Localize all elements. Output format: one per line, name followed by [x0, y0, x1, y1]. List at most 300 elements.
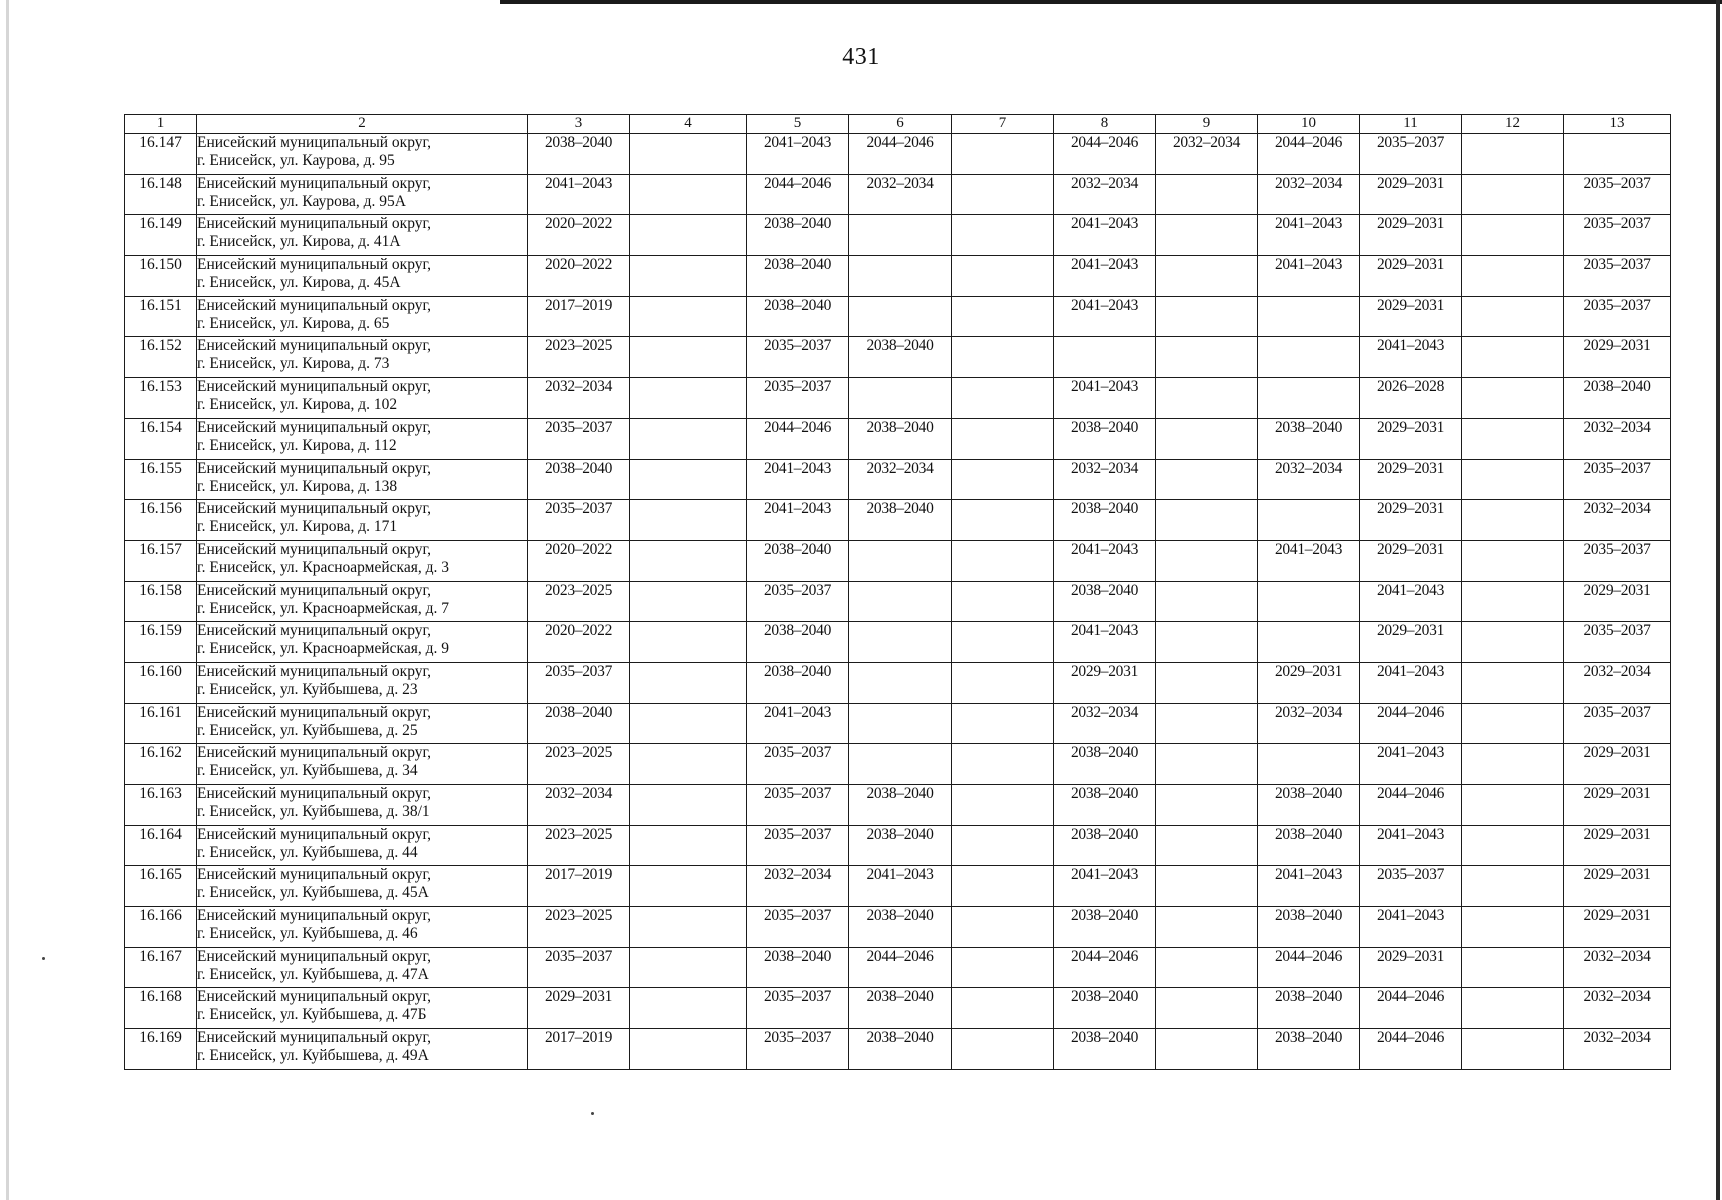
address-line-district: Енисейский муниципальный округ,	[197, 378, 431, 396]
period-cell-col9	[1156, 866, 1258, 907]
period-cell-col11: 2041–2043	[1360, 581, 1462, 622]
period-cell-col12	[1462, 907, 1564, 948]
address-cell	[197, 866, 528, 907]
period-cell-col10: 2041–2043	[1258, 866, 1360, 907]
period-cell-col8: 2038–2040	[1054, 418, 1156, 459]
period-cell-col3: 2032–2034	[528, 378, 630, 419]
address-cell	[197, 947, 528, 988]
period-cell-col5: 2038–2040	[747, 662, 849, 703]
period-cell-col9	[1156, 947, 1258, 988]
table-row	[125, 378, 1671, 419]
address-line-district: Енисейский муниципальный округ,	[197, 540, 431, 558]
period-cell-col6	[849, 378, 952, 419]
period-cell-col6: 2044–2046	[849, 134, 952, 175]
period-cell-col11: 2029–2031	[1360, 459, 1462, 500]
period-cell-col10: 2038–2040	[1258, 785, 1360, 826]
period-cell-col6	[849, 256, 952, 297]
period-cell-col13: 2035–2037	[1564, 174, 1671, 215]
period-cell-col4	[630, 174, 747, 215]
address-cell	[197, 378, 528, 419]
period-cell-col7	[952, 947, 1054, 988]
period-cell-col12	[1462, 744, 1564, 785]
period-cell-col8: 2032–2034	[1054, 703, 1156, 744]
address-cell	[197, 296, 528, 337]
period-cell-col6	[849, 540, 952, 581]
period-cell-col10: 2038–2040	[1258, 1029, 1360, 1070]
period-cell-col12	[1462, 662, 1564, 703]
row-number-cell: 16.155	[125, 459, 197, 500]
scan-speck	[591, 1112, 594, 1115]
period-cell-col11: 2035–2037	[1360, 134, 1462, 175]
column-number-8: 8	[1054, 115, 1156, 134]
period-cell-col5: 2035–2037	[747, 1029, 849, 1070]
period-cell-col10: 2038–2040	[1258, 988, 1360, 1029]
period-cell-col8	[1054, 337, 1156, 378]
address-line-street: г. Енисейск, ул. Кирова, д. 138	[197, 477, 398, 495]
period-cell-col13	[1564, 134, 1671, 175]
period-cell-col5: 2035–2037	[747, 378, 849, 419]
period-cell-col4	[630, 744, 747, 785]
period-cell-col3: 2023–2025	[528, 907, 630, 948]
period-cell-col13: 2032–2034	[1564, 500, 1671, 541]
address-line-district: Енисейский муниципальный округ,	[197, 744, 431, 762]
row-number-cell: 16.162	[125, 744, 197, 785]
period-cell-col4	[630, 256, 747, 297]
table-row	[125, 296, 1671, 337]
column-number-12: 12	[1462, 115, 1564, 134]
period-cell-col7	[952, 134, 1054, 175]
table-row	[125, 500, 1671, 541]
period-cell-col13: 2029–2031	[1564, 866, 1671, 907]
address-cell	[197, 1029, 528, 1070]
period-cell-col3: 2023–2025	[528, 825, 630, 866]
address-line-district: Енисейский муниципальный округ,	[197, 622, 431, 640]
address-line-district: Енисейский муниципальный округ,	[197, 500, 431, 518]
period-cell-col3: 2035–2037	[528, 500, 630, 541]
table-body	[125, 134, 1671, 1070]
table-row	[125, 215, 1671, 256]
period-cell-col11: 2041–2043	[1360, 825, 1462, 866]
table-row	[125, 662, 1671, 703]
period-cell-col13: 2032–2034	[1564, 988, 1671, 1029]
period-cell-col3: 2020–2022	[528, 256, 630, 297]
period-cell-col6: 2032–2034	[849, 174, 952, 215]
period-cell-col10	[1258, 337, 1360, 378]
table-row	[125, 947, 1671, 988]
address-line-district: Енисейский муниципальный округ,	[197, 174, 431, 192]
period-cell-col4	[630, 825, 747, 866]
period-cell-col12	[1462, 703, 1564, 744]
period-cell-col5: 2032–2034	[747, 866, 849, 907]
row-number-cell: 16.169	[125, 1029, 197, 1070]
period-cell-col12	[1462, 785, 1564, 826]
column-number-row	[125, 115, 1671, 134]
period-cell-col6: 2038–2040	[849, 418, 952, 459]
period-cell-col11: 2029–2031	[1360, 256, 1462, 297]
period-cell-col11: 2041–2043	[1360, 744, 1462, 785]
period-cell-col3: 2020–2022	[528, 215, 630, 256]
address-line-district: Енисейский муниципальный округ,	[197, 907, 431, 925]
period-cell-col11: 2029–2031	[1360, 500, 1462, 541]
table-row	[125, 581, 1671, 622]
period-cell-col10: 2032–2034	[1258, 459, 1360, 500]
period-cell-col6	[849, 744, 952, 785]
period-cell-col3: 2017–2019	[528, 1029, 630, 1070]
period-cell-col11: 2044–2046	[1360, 1029, 1462, 1070]
period-cell-col10: 2041–2043	[1258, 256, 1360, 297]
period-cell-col7	[952, 1029, 1054, 1070]
period-cell-col5: 2035–2037	[747, 337, 849, 378]
table-row	[125, 540, 1671, 581]
period-cell-col6: 2038–2040	[849, 1029, 952, 1070]
address-cell	[197, 581, 528, 622]
address-cell	[197, 703, 528, 744]
table-row	[125, 907, 1671, 948]
period-cell-col7	[952, 703, 1054, 744]
row-number-cell: 16.160	[125, 662, 197, 703]
period-cell-col7	[952, 907, 1054, 948]
period-cell-col8: 2038–2040	[1054, 907, 1156, 948]
row-number-cell: 16.150	[125, 256, 197, 297]
period-cell-col10: 2032–2034	[1258, 703, 1360, 744]
period-cell-col7	[952, 622, 1054, 663]
address-cell	[197, 500, 528, 541]
column-number-1: 1	[125, 115, 197, 134]
period-cell-col3: 2017–2019	[528, 296, 630, 337]
period-cell-col8: 2038–2040	[1054, 988, 1156, 1029]
period-cell-col8: 2041–2043	[1054, 296, 1156, 337]
period-cell-col11: 2029–2031	[1360, 622, 1462, 663]
period-cell-col12	[1462, 215, 1564, 256]
row-number-cell: 16.165	[125, 866, 197, 907]
period-cell-col11: 2029–2031	[1360, 174, 1462, 215]
column-number-6: 6	[849, 115, 952, 134]
address-line-district: Енисейский муниципальный округ,	[197, 134, 431, 151]
period-cell-col10: 2032–2034	[1258, 174, 1360, 215]
address-line-district: Енисейский муниципальный округ,	[197, 1029, 431, 1047]
period-cell-col11: 2029–2031	[1360, 296, 1462, 337]
address-line-street: г. Енисейск, ул. Куйбышева, д. 44	[197, 843, 418, 861]
period-cell-col4	[630, 337, 747, 378]
period-cell-col11: 2029–2031	[1360, 947, 1462, 988]
address-line-street: г. Енисейск, ул. Куйбышева, д. 38/1	[197, 803, 430, 820]
period-cell-col8: 2041–2043	[1054, 256, 1156, 297]
period-cell-col8: 2038–2040	[1054, 500, 1156, 541]
period-cell-col4	[630, 296, 747, 337]
address-line-district: Енисейский муниципальный округ,	[197, 337, 431, 355]
period-cell-col9	[1156, 785, 1258, 826]
address-cell	[197, 134, 528, 175]
period-cell-col7	[952, 500, 1054, 541]
table-row	[125, 256, 1671, 297]
period-cell-col9	[1156, 988, 1258, 1029]
period-cell-col9	[1156, 215, 1258, 256]
period-cell-col5: 2044–2046	[747, 418, 849, 459]
period-cell-col6: 2044–2046	[849, 947, 952, 988]
period-cell-col12	[1462, 581, 1564, 622]
address-line-district: Енисейский муниципальный округ,	[197, 785, 431, 802]
scan-speck	[42, 957, 45, 960]
period-cell-col11: 2041–2043	[1360, 662, 1462, 703]
period-cell-col6: 2038–2040	[849, 988, 952, 1029]
period-cell-col6	[849, 215, 952, 256]
address-cell	[197, 337, 528, 378]
period-cell-col8: 2041–2043	[1054, 866, 1156, 907]
address-line-district: Енисейский муниципальный округ,	[197, 459, 431, 477]
row-number-cell: 16.167	[125, 947, 197, 988]
period-cell-col5: 2038–2040	[747, 947, 849, 988]
address-line-street: г. Енисейск, ул. Куйбышева, д. 34	[197, 762, 418, 780]
period-cell-col9	[1156, 337, 1258, 378]
period-cell-col8: 2041–2043	[1054, 540, 1156, 581]
table-row	[125, 785, 1671, 826]
period-cell-col3: 2035–2037	[528, 662, 630, 703]
period-cell-col13: 2032–2034	[1564, 1029, 1671, 1070]
period-cell-col9	[1156, 378, 1258, 419]
address-line-street: г. Енисейск, ул. Куйбышева, д. 47Б	[197, 1006, 427, 1024]
address-line-street: г. Енисейск, ул. Куйбышева, д. 23	[197, 680, 418, 698]
period-cell-col12	[1462, 256, 1564, 297]
period-cell-col5: 2035–2037	[747, 744, 849, 785]
period-cell-col12	[1462, 866, 1564, 907]
period-cell-col11: 2041–2043	[1360, 337, 1462, 378]
period-cell-col4	[630, 1029, 747, 1070]
address-cell	[197, 988, 528, 1029]
period-cell-col4	[630, 866, 747, 907]
period-cell-col3: 2035–2037	[528, 947, 630, 988]
row-number-cell: 16.152	[125, 337, 197, 378]
address-line-street: г. Енисейск, ул. Кирова, д. 45А	[197, 274, 401, 292]
row-number-cell: 16.151	[125, 296, 197, 337]
row-number-cell: 16.166	[125, 907, 197, 948]
row-number-cell: 16.161	[125, 703, 197, 744]
period-cell-col13: 2029–2031	[1564, 785, 1671, 826]
period-cell-col7	[952, 378, 1054, 419]
period-cell-col7	[952, 744, 1054, 785]
period-cell-col12	[1462, 337, 1564, 378]
period-cell-col11: 2029–2031	[1360, 540, 1462, 581]
period-cell-col8: 2038–2040	[1054, 744, 1156, 785]
table-row	[125, 134, 1671, 175]
period-cell-col13: 2029–2031	[1564, 744, 1671, 785]
period-cell-col9	[1156, 703, 1258, 744]
period-cell-col10	[1258, 296, 1360, 337]
address-line-street: г. Енисейск, ул. Кирова, д. 112	[197, 436, 397, 454]
period-cell-col10	[1258, 581, 1360, 622]
period-cell-col5: 2038–2040	[747, 540, 849, 581]
column-number-11: 11	[1360, 115, 1462, 134]
column-number-4: 4	[630, 115, 747, 134]
period-cell-col11: 2026–2028	[1360, 378, 1462, 419]
address-line-district: Енисейский муниципальный округ,	[197, 418, 431, 436]
scan-edge-right	[1716, 0, 1720, 1200]
table-row	[125, 988, 1671, 1029]
period-cell-col9: 2032–2034	[1156, 134, 1258, 175]
period-cell-col5: 2044–2046	[747, 174, 849, 215]
period-cell-col6: 2038–2040	[849, 907, 952, 948]
period-cell-col3: 2029–2031	[528, 988, 630, 1029]
period-cell-col6: 2038–2040	[849, 825, 952, 866]
period-cell-col6	[849, 296, 952, 337]
period-cell-col6: 2032–2034	[849, 459, 952, 500]
address-line-street: г. Енисейск, ул. Каурова, д. 95А	[197, 192, 406, 210]
schedule-table	[124, 114, 1671, 1070]
row-number-cell: 16.147	[125, 134, 197, 175]
table-row	[125, 174, 1671, 215]
scan-edge-top	[500, 0, 1722, 4]
period-cell-col9	[1156, 296, 1258, 337]
period-cell-col5: 2035–2037	[747, 907, 849, 948]
period-cell-col12	[1462, 378, 1564, 419]
period-cell-col5: 2041–2043	[747, 703, 849, 744]
period-cell-col10	[1258, 378, 1360, 419]
period-cell-col7	[952, 256, 1054, 297]
period-cell-col7	[952, 418, 1054, 459]
period-cell-col8: 2038–2040	[1054, 785, 1156, 826]
address-line-street: г. Енисейск, ул. Куйбышева, д. 47А	[197, 965, 429, 983]
period-cell-col6	[849, 622, 952, 663]
address-line-district: Енисейский муниципальный округ,	[197, 662, 431, 680]
table-row	[125, 825, 1671, 866]
period-cell-col5: 2035–2037	[747, 988, 849, 1029]
period-cell-col4	[630, 418, 747, 459]
address-line-district: Енисейский муниципальный округ,	[197, 825, 431, 843]
period-cell-col9	[1156, 418, 1258, 459]
period-cell-col9	[1156, 500, 1258, 541]
period-cell-col7	[952, 459, 1054, 500]
row-number-cell: 16.158	[125, 581, 197, 622]
period-cell-col4	[630, 622, 747, 663]
period-cell-col6: 2038–2040	[849, 337, 952, 378]
address-line-street: г. Енисейск, ул. Красноармейская, д. 7	[197, 599, 449, 617]
period-cell-col13: 2035–2037	[1564, 622, 1671, 663]
period-cell-col3: 2035–2037	[528, 418, 630, 459]
period-cell-col9	[1156, 907, 1258, 948]
table-row	[125, 703, 1671, 744]
period-cell-col5: 2041–2043	[747, 500, 849, 541]
period-cell-col13: 2035–2037	[1564, 256, 1671, 297]
period-cell-col7	[952, 785, 1054, 826]
period-cell-col8: 2032–2034	[1054, 459, 1156, 500]
table-row	[125, 622, 1671, 663]
table-row	[125, 418, 1671, 459]
address-cell	[197, 622, 528, 663]
period-cell-col7	[952, 825, 1054, 866]
period-cell-col3: 2020–2022	[528, 540, 630, 581]
row-number-cell: 16.164	[125, 825, 197, 866]
row-number-cell: 16.153	[125, 378, 197, 419]
period-cell-col4	[630, 459, 747, 500]
address-line-street: г. Енисейск, ул. Кирова, д. 102	[197, 396, 398, 414]
period-cell-col3: 2038–2040	[528, 459, 630, 500]
address-cell	[197, 540, 528, 581]
period-cell-col12	[1462, 622, 1564, 663]
period-cell-col10: 2038–2040	[1258, 418, 1360, 459]
period-cell-col3: 2038–2040	[528, 134, 630, 175]
period-cell-col6: 2038–2040	[849, 785, 952, 826]
period-cell-col13: 2032–2034	[1564, 947, 1671, 988]
period-cell-col5: 2038–2040	[747, 296, 849, 337]
table-row	[125, 459, 1671, 500]
period-cell-col10: 2038–2040	[1258, 907, 1360, 948]
address-line-district: Енисейский муниципальный округ,	[197, 947, 431, 965]
row-number-cell: 16.154	[125, 418, 197, 459]
column-number-7: 7	[952, 115, 1054, 134]
address-line-street: г. Енисейск, ул. Куйбышева, д. 45А	[197, 884, 429, 902]
address-cell	[197, 785, 528, 826]
address-line-district: Енисейский муниципальный округ,	[197, 703, 431, 721]
column-number-2: 2	[197, 115, 528, 134]
period-cell-col10: 2041–2043	[1258, 540, 1360, 581]
period-cell-col4	[630, 907, 747, 948]
row-number-cell: 16.156	[125, 500, 197, 541]
column-number-10: 10	[1258, 115, 1360, 134]
column-number-3: 3	[528, 115, 630, 134]
address-line-district: Енисейский муниципальный округ,	[197, 296, 431, 314]
period-cell-col13: 2038–2040	[1564, 378, 1671, 419]
address-cell	[197, 459, 528, 500]
row-number-cell: 16.157	[125, 540, 197, 581]
address-line-district: Енисейский муниципальный округ,	[197, 988, 431, 1006]
period-cell-col6	[849, 662, 952, 703]
period-cell-col3: 2023–2025	[528, 337, 630, 378]
address-cell	[197, 662, 528, 703]
period-cell-col9	[1156, 825, 1258, 866]
period-cell-col11: 2029–2031	[1360, 215, 1462, 256]
period-cell-col12	[1462, 540, 1564, 581]
period-cell-col12	[1462, 500, 1564, 541]
period-cell-col5: 2038–2040	[747, 215, 849, 256]
period-cell-col13: 2032–2034	[1564, 418, 1671, 459]
column-number-9: 9	[1156, 115, 1258, 134]
period-cell-col9	[1156, 540, 1258, 581]
address-cell	[197, 174, 528, 215]
period-cell-col10: 2029–2031	[1258, 662, 1360, 703]
address-line-district: Енисейский муниципальный округ,	[197, 581, 431, 599]
column-number-5: 5	[747, 115, 849, 134]
period-cell-col4	[630, 662, 747, 703]
period-cell-col7	[952, 540, 1054, 581]
address-line-street: г. Енисейск, ул. Кирова, д. 65	[197, 314, 390, 332]
period-cell-col7	[952, 988, 1054, 1029]
address-line-district: Енисейский муниципальный округ,	[197, 866, 431, 884]
period-cell-col13: 2029–2031	[1564, 907, 1671, 948]
period-cell-col8: 2038–2040	[1054, 581, 1156, 622]
period-cell-col12	[1462, 825, 1564, 866]
period-cell-col9	[1156, 1029, 1258, 1070]
period-cell-col3: 2017–2019	[528, 866, 630, 907]
address-line-street: г. Енисейск, ул. Кирова, д. 41А	[197, 233, 401, 251]
period-cell-col3: 2023–2025	[528, 744, 630, 785]
table-row	[125, 337, 1671, 378]
period-cell-col5: 2038–2040	[747, 622, 849, 663]
period-cell-col12	[1462, 174, 1564, 215]
period-cell-col11: 2029–2031	[1360, 418, 1462, 459]
period-cell-col11: 2044–2046	[1360, 988, 1462, 1029]
period-cell-col12	[1462, 1029, 1564, 1070]
period-cell-col12	[1462, 947, 1564, 988]
period-cell-col10: 2038–2040	[1258, 825, 1360, 866]
address-line-street: г. Енисейск, ул. Красноармейская, д. 9	[197, 640, 449, 658]
period-cell-col8: 2032–2034	[1054, 174, 1156, 215]
address-line-street: г. Енисейск, ул. Куйбышева, д. 49А	[197, 1047, 429, 1065]
page-number: 431	[842, 44, 880, 70]
period-cell-col8: 2044–2046	[1054, 134, 1156, 175]
address-line-street: г. Енисейск, ул. Красноармейская, д. 3	[197, 558, 449, 576]
period-cell-col13: 2029–2031	[1564, 825, 1671, 866]
period-cell-col7	[952, 581, 1054, 622]
period-cell-col7	[952, 866, 1054, 907]
